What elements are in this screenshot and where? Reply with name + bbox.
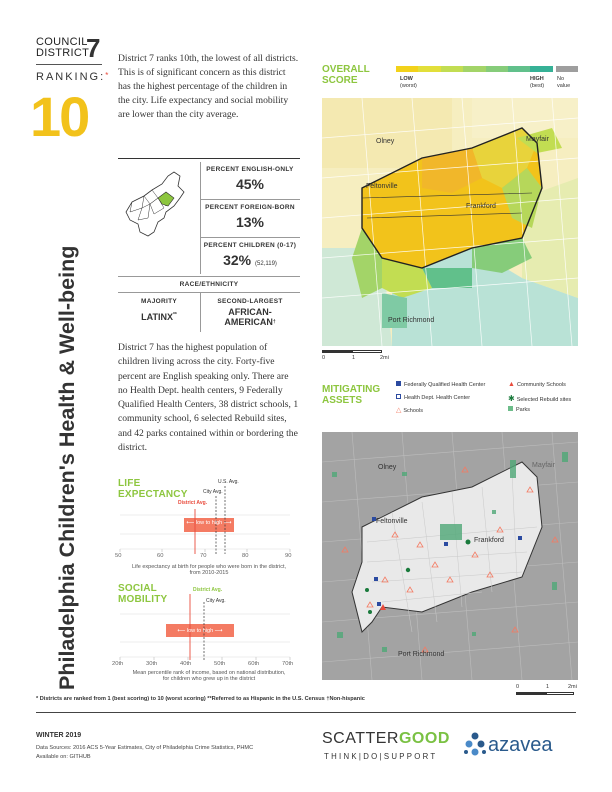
place-olney: Olney xyxy=(378,464,397,471)
stat-english-only xyxy=(200,166,300,192)
race-second-largest xyxy=(200,298,300,327)
intro-paragraph: District 7 ranks 10th, the lowest of all districts. This is of significant concern as this district has the highest percentage of the children in the city. Life expectancy and social mobility are lower than the city average. xyxy=(118,53,299,120)
stat-divider xyxy=(200,237,300,238)
place-mayfair: Mayfair xyxy=(532,462,555,469)
council-label: COUNCIL xyxy=(36,36,88,48)
axis-tick: 20th xyxy=(112,661,124,667)
race-title: RACE/ETHNICITY xyxy=(179,281,239,288)
ranking-asterisk: * xyxy=(105,71,111,80)
axis-tick: 70 xyxy=(200,553,207,559)
green-asterisk-icon: ✱ xyxy=(508,394,515,403)
district-description: District 7 has the highest population of children living across the city. Forty-five percent are English speaking only. There are no Health Dept. health centers, 9 Federally Qualified Health Centers, 38 district schools, 1 community school, 6 selected Rebuild sites, and 42 parks contained within or bordering the district. xyxy=(118,342,299,454)
axis-tick: 70th xyxy=(282,661,294,667)
stat-label: PERCENT FOREIGN-BORN xyxy=(205,204,295,211)
rank-number: 10 xyxy=(30,85,89,148)
season-label: WINTER 2019 xyxy=(36,732,82,739)
district-avg-label: District Avg. xyxy=(193,587,223,593)
district-number: 7 xyxy=(86,33,101,63)
ranking-label: RANKING:* xyxy=(36,71,111,83)
score-color-scale xyxy=(396,66,578,72)
stat-value: 45% xyxy=(235,176,265,192)
legend-schools: △ Schools xyxy=(396,407,423,414)
place-olney: Olney xyxy=(376,138,395,145)
low-label: LOW (worst) xyxy=(400,76,417,89)
available-on[interactable]: Available on: GITHUB xyxy=(36,754,91,760)
scale-swatch xyxy=(463,66,485,72)
second-value-line2: AMERICAN† xyxy=(224,316,276,327)
legend-rebuild: ✱ Selected Rebuild sites xyxy=(508,394,572,403)
stat-count: (52,119) xyxy=(255,261,277,267)
majority-label: MAJORITY xyxy=(141,298,177,305)
range-label: ⟵ low to high ⟶ xyxy=(177,628,223,634)
scattergood-tagline: THINK|DO|SUPPORT xyxy=(324,752,438,761)
mitigating-assets-title: MITIGATING ASSETS xyxy=(322,384,381,406)
race-divider xyxy=(118,276,300,277)
assets-scale-bar: 0 1 2mi xyxy=(516,684,576,695)
overall-score-map[interactable] xyxy=(322,98,578,346)
district-label: DISTRICT xyxy=(36,47,90,59)
second-label: SECOND-LARGEST xyxy=(217,298,283,305)
social-mobility-title: SOCIAL MOBILITY xyxy=(118,583,168,605)
footer-divider xyxy=(36,712,576,713)
azavea-logo-icon xyxy=(464,732,486,756)
city-avg-label: City Avg. xyxy=(203,489,223,495)
high-label: HIGH (best) xyxy=(530,76,545,89)
place-feltonville: Feltonville xyxy=(366,183,398,190)
legend-health-center: Health Dept. Health Center xyxy=(396,394,470,401)
place-frankford: Frankford xyxy=(474,537,504,544)
majority-value: LATINX** xyxy=(141,312,177,322)
stat-label: PERCENT ENGLISH-ONLY xyxy=(206,166,294,173)
district-locator-map xyxy=(118,162,200,274)
overall-score-title: OVERALL SCORE xyxy=(322,64,370,86)
scale-swatches xyxy=(396,66,578,72)
red-triangle-icon: ▲ xyxy=(508,381,515,388)
stat-divider xyxy=(200,199,300,200)
blue-outline-square-icon xyxy=(396,394,401,399)
race-majority xyxy=(118,298,200,322)
green-square-icon xyxy=(508,406,513,411)
legend-fqhc: Federally Qualified Health Center xyxy=(396,381,485,388)
intro-divider xyxy=(118,158,300,159)
district-avg-label: District Avg. xyxy=(178,500,208,506)
footnote: * Districts are ranked from 1 (best scoring) to 10 (worst scoring) **Referred to as Hispanic in the U.S. Census †Non-hispanic xyxy=(36,696,365,702)
mobility-caption: Mean percentile rank of income, based on national distribution, for children who grew up in the district xyxy=(132,670,286,682)
scale-swatch xyxy=(556,66,578,72)
stat-value: 32% (52,119) xyxy=(223,252,277,268)
scale-swatch xyxy=(418,66,440,72)
second-value: AFRICAN- AMERICAN† xyxy=(200,308,300,327)
score-scale-bar: 0 1 2mi xyxy=(322,350,382,363)
stat-children xyxy=(200,242,300,268)
council-district-label xyxy=(36,37,89,59)
stat-foreign-born xyxy=(200,204,300,230)
data-sources: Data Sources: 2016 ACS 5-Year Estimates, City of Philadelphia Crime Statistics, PHMC Available on: GITHUB xyxy=(36,745,254,760)
place-mayfair: Mayfair xyxy=(526,136,549,143)
azavea-wordmark: azavea xyxy=(488,734,553,756)
axis-tick: 60th xyxy=(248,661,260,667)
scattergood-logo: SCATTERGOOD xyxy=(322,730,450,747)
place-port-richmond: Port Richmond xyxy=(388,317,435,324)
axis-tick: 60 xyxy=(157,553,164,559)
axis-tick: 90 xyxy=(285,553,292,559)
scale-swatch xyxy=(396,66,418,72)
axis-tick: 80 xyxy=(242,553,249,559)
orange-outline-triangle-icon: △ xyxy=(396,407,402,414)
axis-tick: 50 xyxy=(115,553,122,559)
life-expectancy-title: LIFE EXPECTANCY xyxy=(118,478,188,500)
place-frankford: Frankford xyxy=(466,203,496,210)
place-port-richmond: Port Richmond xyxy=(398,651,445,658)
us-avg-label: U.S. Avg. xyxy=(218,479,239,485)
scale-swatch xyxy=(508,66,530,72)
stat-value: 13% xyxy=(235,214,265,230)
city-outline-icon xyxy=(118,162,200,274)
stat-label: PERCENT CHILDREN (0-17) xyxy=(203,242,297,249)
race-divider xyxy=(118,292,300,293)
place-feltonville: Feltonville xyxy=(376,518,408,525)
mitigating-assets-map[interactable] xyxy=(322,432,578,680)
no-value-label: No value xyxy=(557,76,571,89)
life-caption: Life expectancy at birth for people who were born in the district, from 2010-2015 xyxy=(131,564,287,576)
assets-map-canvas xyxy=(322,432,578,680)
legend-parks: Parks xyxy=(508,406,530,413)
range-label: ⟵ low to high ⟶ xyxy=(186,520,232,526)
axis-tick: 40th xyxy=(180,661,192,667)
axis-tick: 50th xyxy=(214,661,226,667)
city-avg-label: City Avg. xyxy=(206,598,226,604)
header-divider xyxy=(36,64,102,65)
scale-swatch xyxy=(441,66,463,72)
axis-tick: 30th xyxy=(146,661,158,667)
blue-square-icon xyxy=(396,381,401,386)
scale-swatch xyxy=(486,66,508,72)
legend-community-schools: ▲ Community Schools xyxy=(508,381,566,388)
page-title: Philadelphia Children's Health & Well-being xyxy=(55,245,79,690)
scale-swatch xyxy=(530,66,552,72)
